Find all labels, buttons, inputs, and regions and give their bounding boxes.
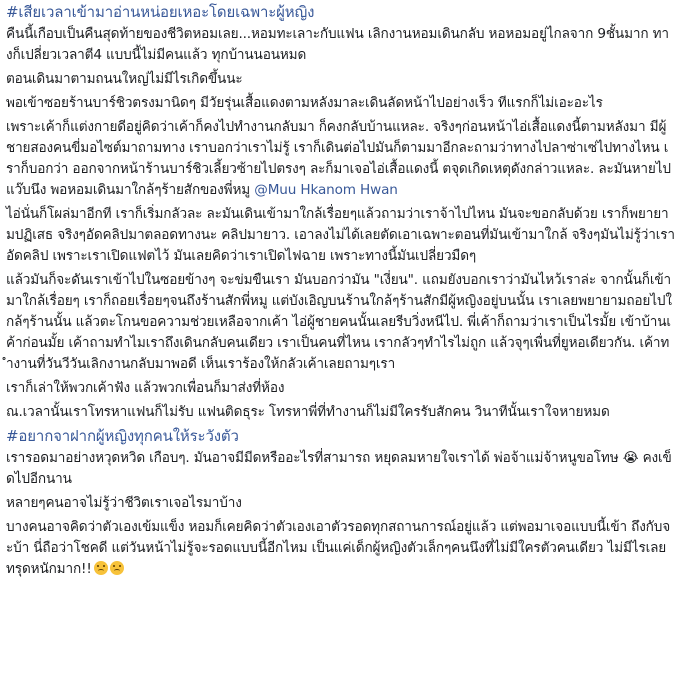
paragraph: เราก็เล่าให้พวกเค้าฟัง แล้วพวกเพื่อนก็มาส่งที่ห้อง xyxy=(6,380,285,396)
paragraph: เรารอดมาอย่างหวุดหวิด เกือบๆ. มันอาจมีมีดหรืออะไรที่สามารถ หยุดลมหายใจเราได้ พ่อจ้าแม่จ้าหนูขอโทษ 😭 คงเข็ดไปอีกนาน xyxy=(6,450,672,487)
paragraph: คืนนี้เกือบเป็นคืนสุดท้ายของชีวิตหอมเลย...หอมทะเลาะกับแฟน เลิกงานหอมเดินกลับ หอหอมอยู่ไกลจาก 9ชั้นมาก ทางก็เปลี่ยวเวลาตี4 แบบนี้ไม่มีคนแล้ว ทุกบ้านนอนหมด xyxy=(6,26,669,63)
hashtag-link[interactable]: #อยากจาฝากผู้หญิงทุกคนให้ระวังตัว xyxy=(6,427,239,445)
sad-face-emoji-icon xyxy=(94,561,108,575)
paragraph: พอเข้าซอยร้านบาร์ชิวตรงมานิดๆ มีวัยรุ่นเสื้อแดงตามหลังมาละเดินลัดหน้าไปอย่างเร็ว ทีแรกก็ไม่เอะอะไร xyxy=(6,95,603,111)
hashtag-link[interactable]: #เสียเวลาเข้ามาอ่านหน่อยเหอะโดยเฉพาะผู้หญิง xyxy=(6,3,315,21)
paragraph-text: บางคนอาจคิดว่าตัวเองเข้มแข็ง หอมก็เคยคิดว่าตัวเองเอาตัวรอดทุกสถานการณ์อยู่แล้ว แต่พอมาเจอแบบนี้เข้า ถึงกับจะบ้า นี่ถือว่าโชคดี แต่วันหน้าไม่รู้จะรอดแบบนี้อีกไหม เป็นแค่เด็กผู้หญิงตัวเล็กๆคนนึงที่ไม่มีใครตัวคนเดียว ไม่มีไรเลย ทรุดหนักมาก!! xyxy=(6,519,671,577)
paragraph: แล้วมันก็จะดันเราเข้าไปในซอยข้างๆ จะข่มขืนเรา มันบอกว่ามัน "เงี่ยน". แถมยังบอกเราว่ามันไหว้เราล่ะ จากนั้นก็เข้ามาใกล้เรื่อยๆ เราก็ถอยเรื่อยๆจนถึงร้านสักพี่หมู แต่บังเอิญบนร้านใกล้ๆร้านสักมีผู้หญิงอยู่บนนั้น เราเลยพยายามถอยไปใกล้ๆร้านนั้น แล้วตะโกนขอความช่วยเหลือจากเค้า ไอ่ผู้ชายคนนั้นเลยรีบวิ่งหนีไป. พี่เค้าก็ถามว่าเราเป็นไรมั้ย เข้าบ้านเค้าก่อนมั้ย เค้าถามทำไมเราถึงเดินกลับคนเดียว เราเป็นคนที่ไหน เรากลัวๆทำไรไม่ถูก แล้วจุๆเพื่นที่ยูหอเดียวกัน. เค้าทำงานที่วันวีวันเลิกงานกลับมาพอดี เห็นเราร้องให้กลัวเค้าเลยถามๆเรา xyxy=(6,272,672,372)
mention-link[interactable]: @Muu Hkanom Hwan xyxy=(254,182,398,198)
paragraph: ณ.เวลานั้นเราโทรหาแฟนก็ไม่รับ แฟนติดธุระ โทรหาพี่ที่ทำงานก็ไม่มีใครรับสักคน วินาทีนั้นเราใจหายหมด xyxy=(6,404,610,420)
paragraph: หลายๆคนอาจไม่รู้ว่าชีวิตเราเจอไรมาบ้าง xyxy=(6,495,242,511)
paragraph: ไอ่นั่นก็โผล่มาอีกที เราก็เริ่มกลัวละ ละมันเดินเข้ามาใกล้เรื่อยๆแล้วถามว่าเราจ้าไปไหน มันจะขอกลับด้วย เราก็พยายามปฏิเสธ จริงๆอัดคลิปมาตลอดทางนะ คลิปมายาว. เอาลงไม่ได้เลยตัดเอาเฉพาะตอนที่มันเข้ามาใกล้ จริงๆมันไม่รู้ว่าเราอัดคลิป เพราะเราเปิดแฟตไว้ มันเลยคิดว่าเราเปิดไฟฉาย เพราะทางนี้มันเปลี่ยวมืดๆ xyxy=(6,206,675,264)
paragraph-text: เพราะเค้าก็แต่งกายดีอยู่คิดว่าเค้าก็คงไปทำงานกลับมา ก็คงกลับบ้านแหละ. จริงๆก่อนหน้าไอ่เสื้อแดงนี้ตามหลังมา มีผู้ชายสองคนขี่มอไซต์มาถามทาง เราบอกว่าเราไม่รู้ เราก็เดินต่อไปมันก็ตามมาอีกละถามว่าทางไปลาซ่าเซ่ไปทางไหน เราก็บอกว่า ออกจากหน้าร้านบาร์ชิวเลี้ยวซ้ายไปตรงๆ ละก็มาเจอไอ่เสื้อแดงนี้ ตจุดเกิดเหตุดังกล่าวแหละ. ละมันหายไปแว๊บนึง พอหอมเดินมาใกล้ๆร้ายสักของพี่หมู xyxy=(6,119,671,198)
sad-face-emoji-icon xyxy=(110,561,124,575)
paragraph-with-emoji xyxy=(6,517,675,580)
paragraph-with-mention xyxy=(6,117,675,201)
paragraph: ตอนเดินมาตามถนนใหญ่ไม่มีไรเกิดขึ้นนะ xyxy=(6,71,243,87)
